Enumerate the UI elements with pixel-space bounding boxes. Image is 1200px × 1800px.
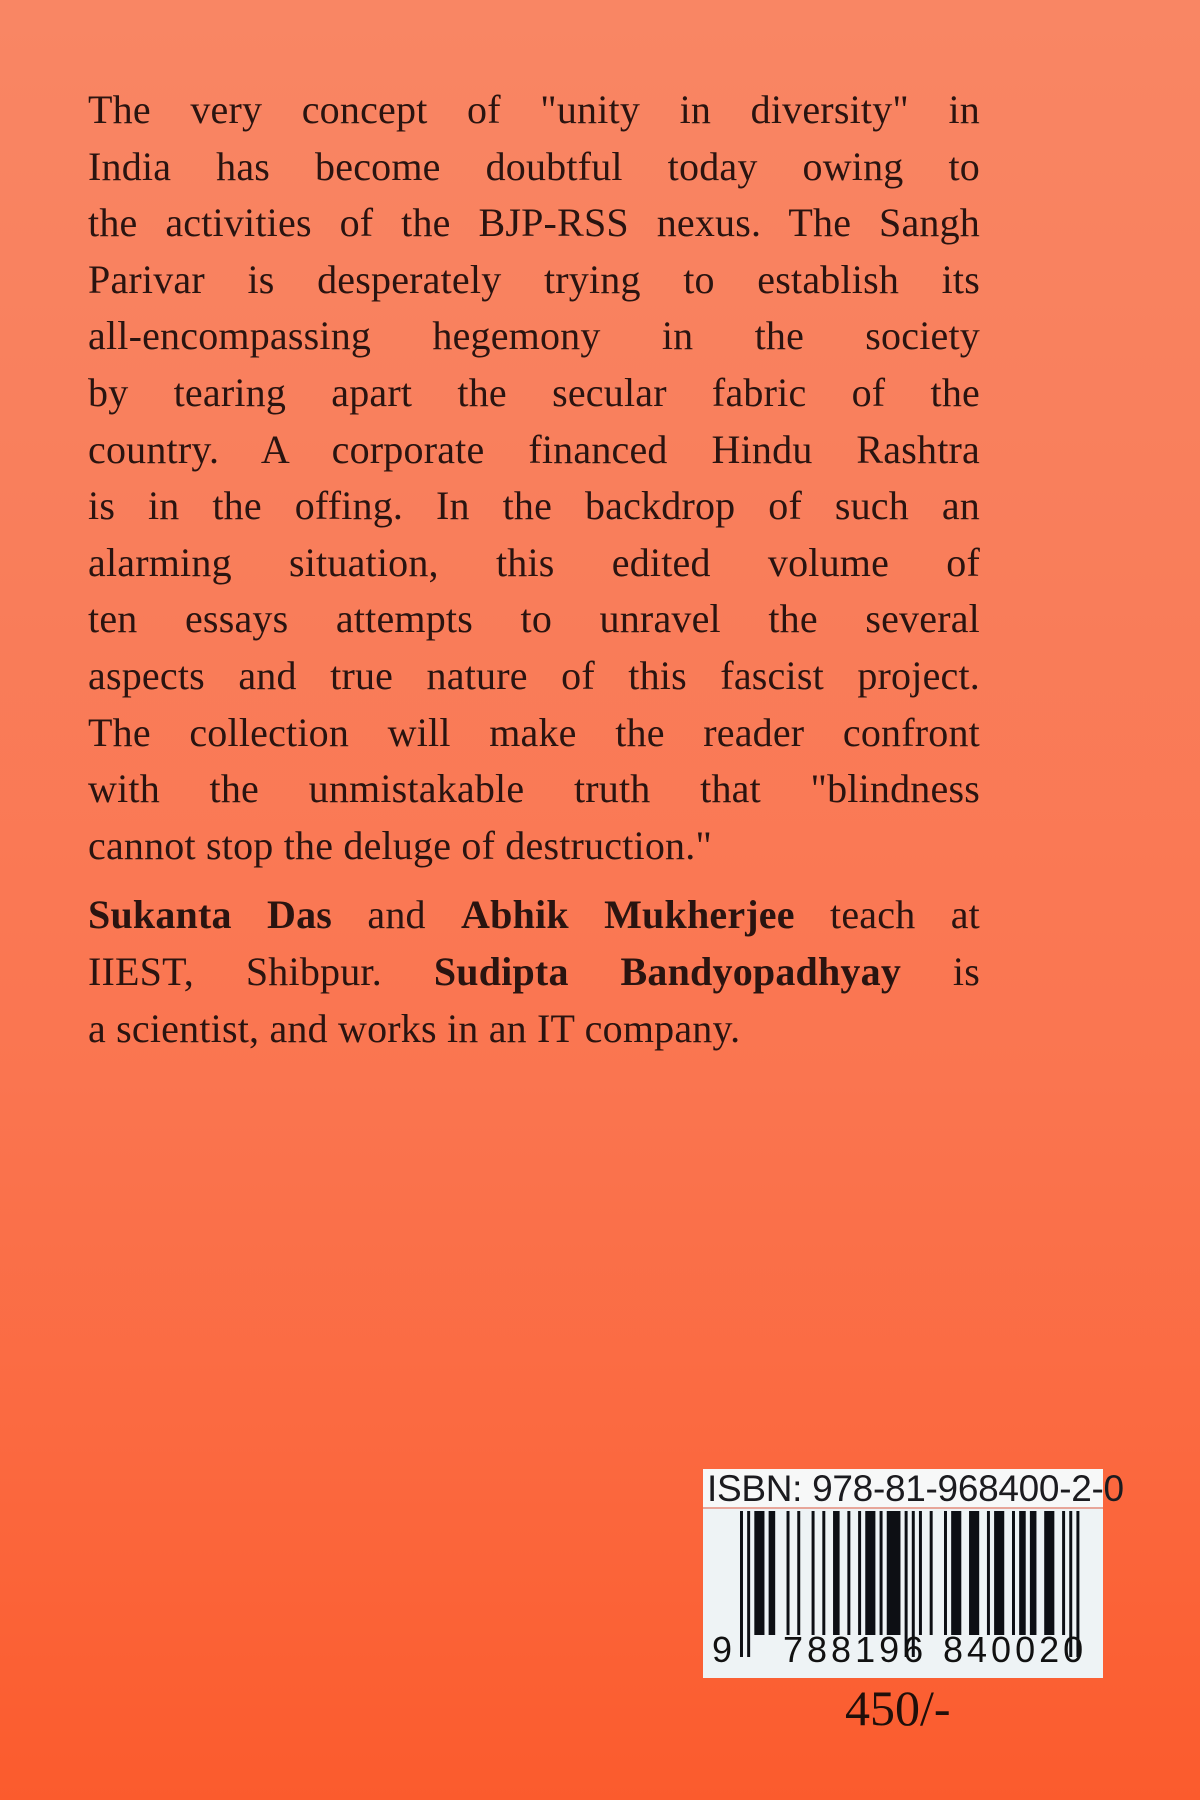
text-segment: India has become doubtful today owing to — [88, 143, 980, 189]
text-segment: is — [901, 948, 981, 994]
text-line — [88, 1001, 980, 1058]
text-line — [88, 761, 980, 818]
author-name: Abhik Mukherjee — [461, 892, 795, 938]
isbn-barcode-label — [703, 1468, 1124, 1678]
text-line — [88, 705, 980, 762]
barcode-digits-left: 788196 — [783, 1629, 928, 1670]
text-line — [88, 648, 980, 705]
text-segment: a scientist, and works in an IT company. — [88, 1005, 741, 1051]
text-segment: The collection will make the reader confront — [88, 709, 980, 755]
text-line — [88, 195, 980, 252]
text-segment: Parivar is desperately trying to establish its — [88, 256, 980, 302]
text-line — [88, 591, 980, 648]
text-line — [88, 82, 980, 139]
barcode-digits-right: 840020 — [943, 1629, 1088, 1670]
text-segment: is in the offing. In the backdrop of such an — [88, 483, 980, 529]
text-line — [88, 252, 980, 309]
price: 450/- — [845, 1680, 951, 1736]
synopsis-paragraph — [88, 82, 980, 874]
text-segment: alarming situation, this edited volume of — [88, 539, 980, 585]
text-segment: with the unmistakable truth that "blindness — [88, 766, 980, 812]
isbn-number: ISBN: 978-81-968400-2-0 — [707, 1468, 1124, 1509]
text-segment: by tearing apart the secular fabric of the — [88, 369, 980, 415]
text-line — [88, 308, 980, 365]
author-bio-paragraph — [88, 887, 980, 1057]
text-line — [88, 535, 980, 592]
text-line — [88, 478, 980, 535]
text-segment: IIEST, Shibpur. — [88, 948, 434, 994]
blurb-text — [88, 82, 980, 1057]
barcode-digit-first: 9 — [712, 1629, 736, 1670]
isbn-band — [703, 1468, 1124, 1509]
text-segment: teach at — [794, 892, 980, 938]
text-segment: cannot stop the deluge of destruction." — [88, 822, 712, 868]
text-segment: aspects and true nature of this fascist project. — [88, 652, 980, 698]
author-name: Sudipta Bandyopadhyay — [433, 948, 902, 994]
text-line — [88, 365, 980, 422]
text-line — [88, 422, 980, 479]
text-line — [88, 818, 980, 875]
text-line — [88, 887, 980, 944]
author-name: Sukanta Das — [88, 892, 333, 938]
text-segment: all-encompassing hegemony in the society — [88, 313, 980, 359]
text-segment: The very concept of "unity in diversity" in — [88, 87, 980, 132]
text-segment: the activities of the BJP-RSS nexus. The Sangh — [88, 200, 980, 246]
text-segment: and — [332, 892, 462, 938]
text-line — [88, 944, 980, 1001]
text-line — [88, 139, 980, 196]
text-segment: country. A corporate financed Hindu Rashtra — [88, 426, 980, 472]
text-segment: ten essays attempts to unravel the several — [88, 596, 980, 642]
